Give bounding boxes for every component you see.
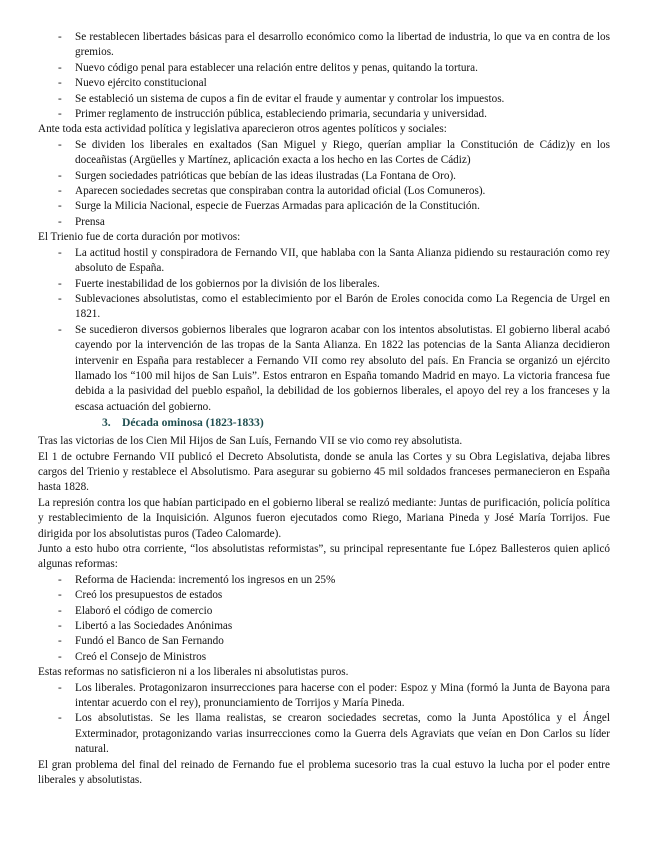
list-item: - Los absolutistas. Se les llama realistas, se crearon sociedades secretas, como la Junta Apostólica y el Ángel Exterminador, protagonizando varias insurrecciones como la Guerra dels Agraviats que veían en Don Carlos su líder natural. <box>75 711 610 757</box>
paragraph-represion: La represión contra los que habían participado en el gobierno liberal se realizó mediante: Juntas de purificación, policía política y restablecimiento de la Inquisición. Algunos fueron ejecutados como Riego, Mariana Pineda y José María Torrijos. Fue dirigida por los absolutistas puros (Tadeo Calomarde). <box>38 496 610 540</box>
list-item: - Primer reglamento de instrucción pública, estableciendo primaria, secundaria y universidad. <box>75 107 610 122</box>
paragraph-agents: Ante toda esta actividad política y legislativa aparecieron otros agentes políticos y sociales: <box>38 123 447 136</box>
list-item: - Creó el Consejo de Ministros <box>75 650 610 665</box>
list-item: - Sublevaciones absolutistas, como el establecimiento por el Barón de Eroles conocida como La Regencia de Urgel en 1821. <box>75 292 610 323</box>
opposition-list <box>0 681 655 758</box>
paragraph-decreto: El 1 de octubre Fernando VII publicó el Decreto Absolutista, donde se anula las Cortes y su Obra Legislativa, dejaba libres cargos del Trienio y restablece el Absolutismo. Para asegurar su gobierno 45 mil soldados franceses permanecieron en España hasta 1828. <box>38 450 610 494</box>
list-item: - Nuevo ejército constitucional <box>75 76 610 91</box>
list-item: - Elaboró el código de comercio <box>75 604 610 619</box>
list-item: - Aparecen sociedades secretas que conspiraban contra la autoridad oficial (Los Comuneros). <box>75 184 610 199</box>
section-number: 3. <box>102 416 111 430</box>
section-title: Década ominosa (1823-1833) <box>122 416 264 430</box>
list-item: - Fuerte inestabilidad de los gobiernos por la división de los liberales. <box>75 277 610 292</box>
paragraph-final: El gran problema del final del reinado de Fernando fue el problema sucesorio tras la cual estuvo la lucha por el poder entre liberales y absolutistas. <box>38 758 610 787</box>
document-page <box>0 30 655 789</box>
list-item: - Creó los presupuestos de estados <box>75 588 610 603</box>
list-item: - Surgen sociedades patrióticas que bebían de las ideas ilustradas (La Fontana de Oro). <box>75 169 610 184</box>
list-item: - Surge la Milicia Nacional, especie de Fuerzas Armadas para aplicación de la Constitución. <box>75 199 610 214</box>
agents-list <box>0 138 655 230</box>
reforms-list <box>0 30 655 122</box>
paragraph-reformistas: Junto a esto hubo otra corriente, “los absolutistas reformistas”, su principal representante fue López Ballesteros quien aplicó algunas reformas: <box>38 543 610 571</box>
list-item: - Prensa <box>75 215 610 230</box>
motives-list <box>0 246 655 415</box>
paragraph-reformas: Estas reformas no satisficieron ni a los liberales ni absolutistas puros. <box>38 666 349 679</box>
list-item: - Reforma de Hacienda: incrementó los ingresos en un 25% <box>75 573 610 588</box>
paragraph-victorias: Tras las victorias de los Cien Mil Hijos de San Luís, Fernando VII se vio como rey absolutista. <box>38 435 463 448</box>
list-item: - Se estableció un sistema de cupos a fin de evitar el fraude y aumentar y controlar los impuestos. <box>75 92 610 107</box>
list-item: - Los liberales. Protagonizaron insurrecciones para hacerse con el poder: Espoz y Mina (formó la Junta de Bayona para intentar acuerdo con el rey), pronunciamiento de Torrijos y María Pineda. <box>75 681 610 712</box>
list-item: - Se sucedieron diversos gobiernos liberales que lograron acabar con los intentos absolutistas. El gobierno liberal acabó cayendo por la intervención de las tropas de la Santa Alianza. En 1822 las potencias de la Santa Alianza decidieron intervenir en España para restablecer a Fernando VII como rey absoluto del país. En Francia se organizó un ejército llamado los “100 mil hijos de San Luis”. Estos entraron en España tomando Madrid en mayo. La victoria francesa fue debida a la pasividad del pueblo español, la debilidad de los gobiernos liberales, el apoyo del rey a los franceses y la escasa actuación del gobierno. <box>75 323 610 415</box>
section-heading <box>102 415 655 431</box>
reformist-list <box>0 573 655 665</box>
paragraph-trienio: El Trienio fue de corta duración por motivos: <box>38 231 241 244</box>
list-item: - Fundó el Banco de San Fernando <box>75 634 610 649</box>
list-item: - Nuevo código penal para establecer una relación entre delitos y penas, quitando la tortura. <box>75 61 610 76</box>
list-item: - La actitud hostil y conspiradora de Fernando VII, que hablaba con la Santa Alianza pidiendo su restauración como rey absoluto de España. <box>75 246 610 277</box>
list-item: - Se restablecen libertades básicas para el desarrollo económico como la libertad de industria, lo que va en contra de los gremios. <box>75 30 610 61</box>
list-item: - Libertó a las Sociedades Anónimas <box>75 619 610 634</box>
list-item: - Se dividen los liberales en exaltados (San Miguel y Riego, querían ampliar la Constitución de Cádiz)y en los doceañistas (Argüelles y Martínez, aplicación exacta a los hecho en las Cortes de Cádiz) <box>75 138 610 169</box>
